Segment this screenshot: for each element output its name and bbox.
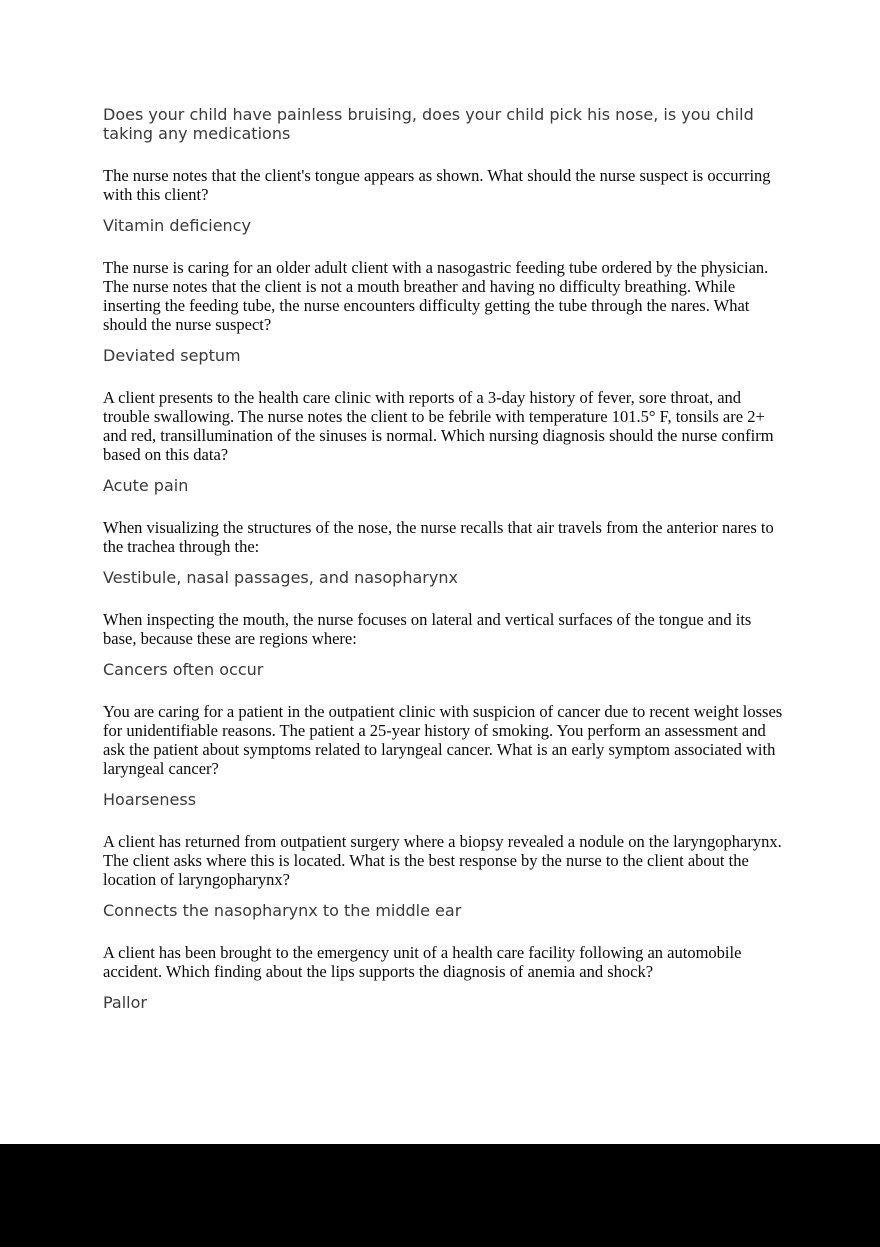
- question-text: A client has been brought to the emergency unit of a health care facility following an automobile accident. Which finding about the lips supports the diagnosis of anemia and shock?: [103, 943, 742, 981]
- answer-text: Pallor: [103, 993, 147, 1012]
- question-text: The nurse is caring for an older adult client with a nasogastric feeding tube ordered by the physician. The nurse notes that the client is not a mouth breather and having no difficulty breathing. While inserting the feeding tube, the nurse encounters difficulty getting the tube through the nares. What should the nurse suspect?: [103, 258, 769, 334]
- answer-text: Vestibule, nasal passages, and nasopharynx: [103, 568, 458, 587]
- flashcard-list: [103, 0, 783, 1035]
- answer-text: Connects the nasopharynx to the middle ear: [103, 901, 462, 920]
- question-text: When inspecting the mouth, the nurse focuses on lateral and vertical surfaces of the tongue and its base, because these are regions where:: [103, 610, 752, 648]
- answer-text: Acute pain: [103, 476, 189, 495]
- answer-text: Does your child have painless bruising, does your child pick his nose, is you child taking any medications: [103, 105, 754, 143]
- question-text: A client has returned from outpatient surgery where a biopsy revealed a nodule on the laryngopharynx. The client asks where this is located. What is the best response by the nurse to the client about the location of laryngopharynx?: [103, 832, 782, 889]
- question-text: A client presents to the health care clinic with reports of a 3-day history of fever, sore throat, and trouble swallowing. The nurse notes the client to be febrile with temperature 101.5° F, tonsils are 2+ and red, transillumination of the sinuses is normal. Which nursing diagnosis should the nurse confirm based on this data?: [103, 388, 774, 464]
- answer-text: Deviated septum: [103, 346, 241, 365]
- answer-text: Vitamin deficiency: [103, 216, 251, 235]
- question-text: The nurse notes that the client's tongue appears as shown. What should the nurse suspect is occurring with this client?: [103, 166, 771, 204]
- question-text: You are caring for a patient in the outpatient clinic with suspicion of cancer due to recent weight losses for unidentifiable reasons. The patient a 25-year history of smoking. You perform an assessment and ask the patient about symptoms related to laryngeal cancer. What is an early symptom associated with laryngeal cancer?: [103, 702, 783, 778]
- question-text: When visualizing the structures of the nose, the nurse recalls that air travels from the anterior nares to the trachea through the:: [103, 518, 774, 556]
- answer-text: Cancers often occur: [103, 660, 264, 679]
- bottom-black-band: [0, 1144, 880, 1247]
- answer-text: Hoarseness: [103, 790, 197, 809]
